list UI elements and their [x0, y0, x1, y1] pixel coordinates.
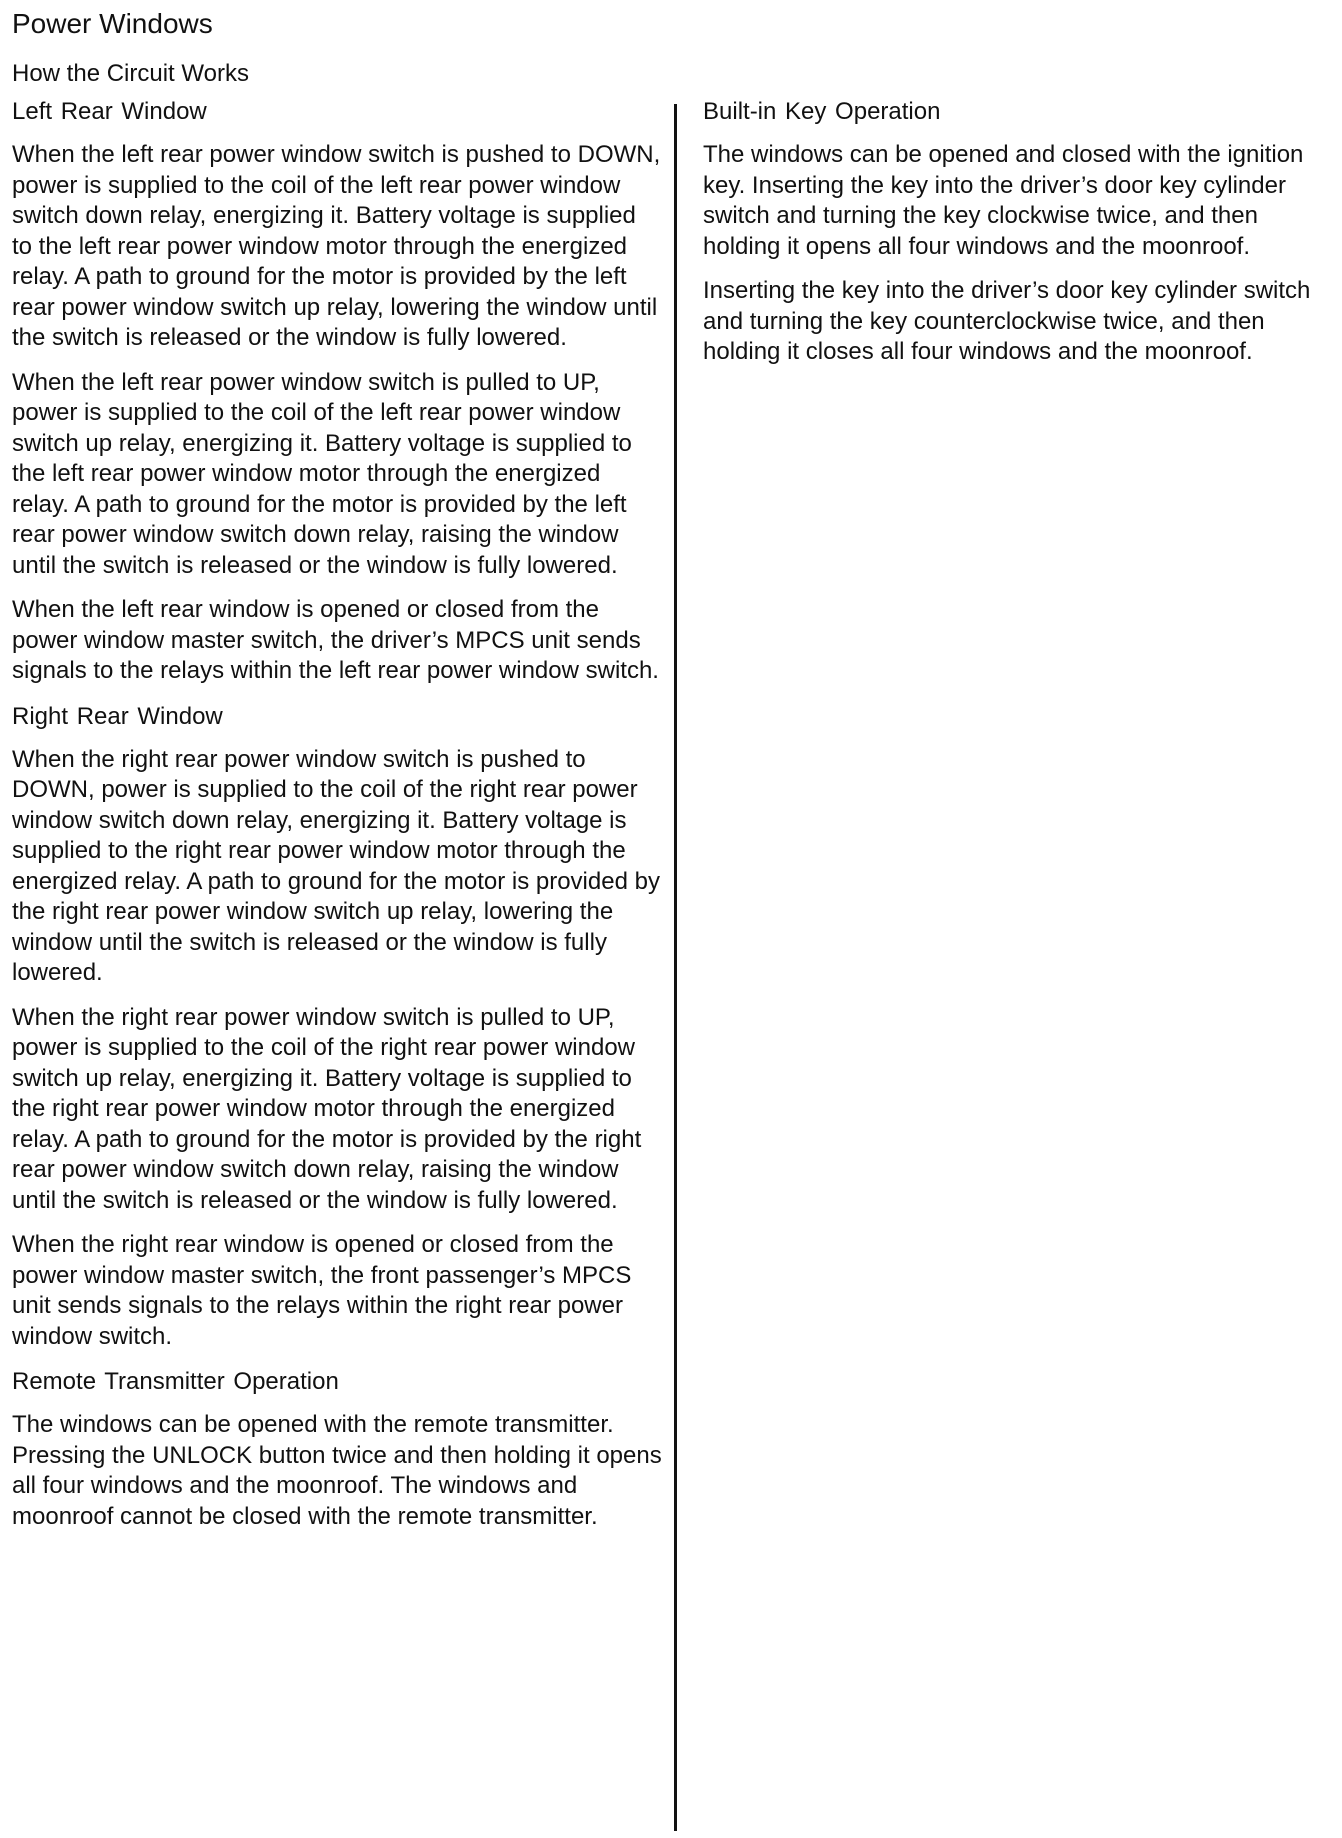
heading-right-rear-window: Right Rear Window — [12, 702, 223, 730]
paragraph-right-rear-master: When the right rear window is opened or closed from the power window master switch, the front passenger’s MPCS unit sends signals to the relays within the right rear power window switch. — [12, 1231, 632, 1350]
paragraph-remote-transmitter: The windows can be opened with the remote transmitter. Pressing the UNLOCK button twice and then holding it opens all four windows and the moonroof. The windows and moonroof cannot be closed with the remote transmitter. — [12, 1411, 662, 1530]
section-title: How the Circuit Works — [12, 60, 249, 87]
column-divider — [674, 104, 677, 1831]
paragraph-left-rear-up: When the left rear power window switch is pulled to UP, power is supplied to the coil of the left rear power window switch up relay, energizing it. Battery voltage is supplied to the left rear power window motor through the energized relay. A path to ground for the motor is provided by the left rear power window switch down relay, raising the window until the switch is released or the window is fully lowered. — [12, 368, 632, 579]
paragraph-right-rear-down: When the right rear power window switch is pushed to DOWN, power is supplied to the coil of the right rear power window switch down relay, energizing it. Battery voltage is supplied to the right rear power window motor through the energized relay. A path to ground for the motor is provided by the right rear power window switch up relay, lowering the window until the switch is released or the window is fully lowered. — [12, 745, 660, 986]
page-title: Power Windows — [12, 8, 213, 39]
paragraph-right-rear-up: When the right rear power window switch is pulled to UP, power is supplied to the coil of the right rear power window switch up relay, energizing it. Battery voltage is supplied to the right rear power window motor through the energized relay. A path to ground for the motor is provided by the right rear power window switch down relay, raising the window until the switch is released or the window is fully lowered. — [12, 1003, 642, 1214]
paragraph-left-rear-down: When the left rear power window switch is pushed to DOWN, power is supplied to the coil of the left rear power window switch down relay, energizing it. Battery voltage is supplied to the left rear power window motor through the energized relay. A path to ground for the motor is provided by the left rear power window switch up relay, lowering the window until the switch is released or the window is fully lowered. — [12, 141, 661, 351]
paragraph-key-close: Inserting the key into the driver’s door key cylinder switch and turning the key counterclockwise twice, and then holding it closes all four windows and the moonroof. — [703, 277, 1311, 365]
right-column — [703, 96, 1339, 382]
heading-remote-transmitter: Remote Transmitter Operation — [12, 1368, 339, 1395]
left-column — [12, 96, 662, 1546]
heading-built-in-key: Built-in Key Operation — [703, 98, 941, 125]
paragraph-key-open: The windows can be opened and closed with the ignition key. Inserting the key into the driver’s door key cylinder switch and turning the key clockwise twice, and then holding it opens all four windows and the moonroof. — [703, 141, 1304, 260]
paragraph-left-rear-master: When the left rear window is opened or closed from the power window master switch, the driver’s MPCS unit sends signals to the relays within the left rear power window switch. — [12, 596, 659, 684]
heading-left-rear-window: Left Rear Window — [12, 98, 207, 125]
